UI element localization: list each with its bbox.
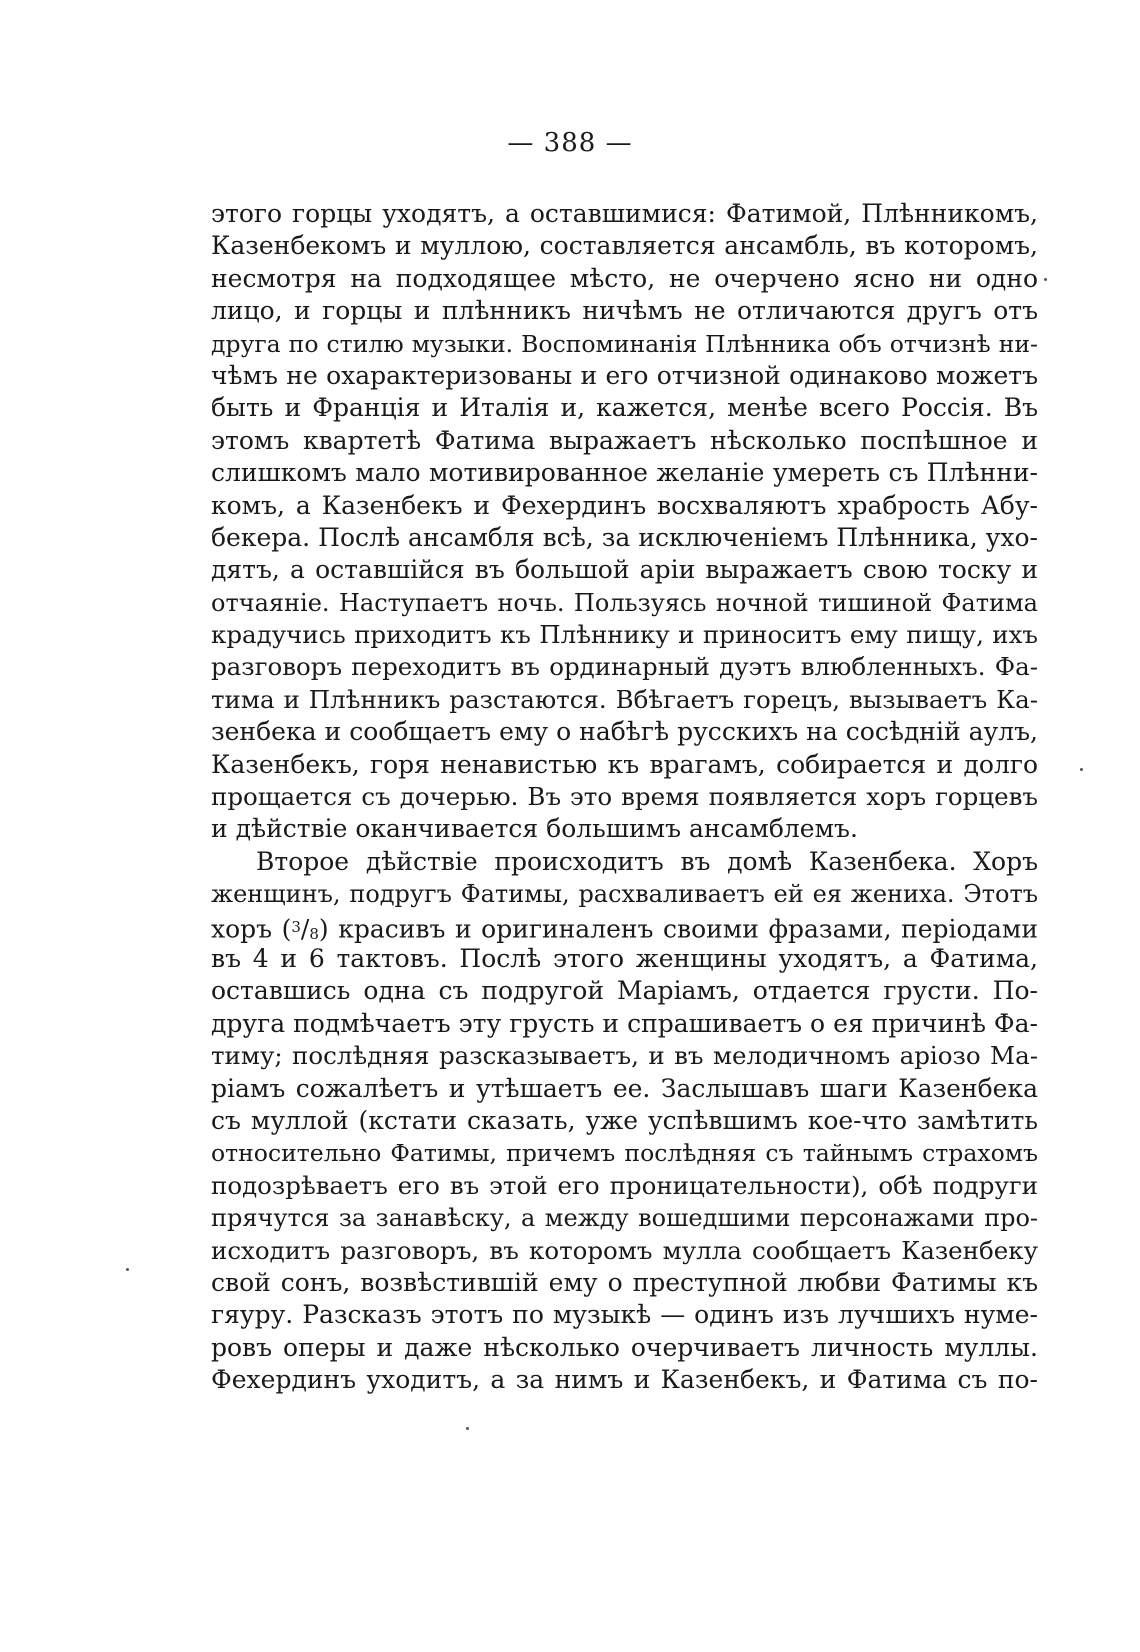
- body-text: [211, 198, 1038, 1396]
- text-line: друга подмѣчаетъ эту грусть и спрашиваетъ о ея причинѣ Фа-: [211, 1008, 1038, 1038]
- print-speck: [1080, 768, 1083, 771]
- time-signature-slash: /: [300, 913, 310, 943]
- print-speck: [126, 1268, 129, 1271]
- print-speck: [1044, 278, 1047, 281]
- text-line: прощается съ дочерью. Въ это время появляется хоръ горцевъ: [211, 782, 1038, 812]
- time-signature-denominator: 8: [309, 924, 319, 943]
- fraction-suffix: ) красивъ и оригиналенъ своими фразами, періодами: [318, 913, 1038, 943]
- text-line: лицо, и горцы и плѣнникъ ничѣмъ не отличаются другъ отъ: [211, 296, 1038, 326]
- text-line: отчаяніе. Наступаетъ ночь. Пользуясь ночной тишиной Фатима: [211, 588, 1038, 617]
- time-signature-numerator: 3: [291, 917, 301, 936]
- paragraph-2: [211, 846, 1038, 1397]
- text-line: Казенбекъ, горя ненавистью къ врагамъ, собирается и долго: [211, 749, 1038, 779]
- text-line: женщинъ, подругъ Фатимы, расхваливаетъ ей ея жениха. Этотъ: [211, 880, 1038, 909]
- text-line: Второе дѣйствіе происходитъ въ домѣ Казенбека. Хоръ: [256, 846, 1038, 876]
- paragraph-1: [211, 198, 1038, 846]
- print-speck: [466, 1427, 469, 1430]
- text-line: въ 4 и 6 тактовъ. Послѣ этого женщины уходятъ, а Фатима,: [211, 943, 1038, 973]
- text-line-with-fraction: [211, 911, 1038, 943]
- text-line: гяуру. Разсказъ этотъ по музыкѣ — одинъ изъ лучшихъ нуме-: [211, 1300, 1038, 1330]
- text-line: бекера. Послѣ ансамбля всѣ, за исключеніемъ Плѣнника, ухо-: [211, 522, 1038, 552]
- page-number: — 388 —: [507, 128, 633, 158]
- text-line: зенбека и сообщаетъ ему о набѣгѣ русскихъ на сосѣдній аулъ,: [211, 717, 1038, 747]
- text-line: относительно Фатимы, причемъ послѣдняя съ тайнымъ страхомъ: [211, 1139, 1038, 1168]
- text-line: подозрѣваетъ его въ этой его проницательности), обѣ подруги: [211, 1170, 1038, 1200]
- text-line: друга по стилю музыки. Воспоминанія Плѣнника объ отчизнѣ ни-: [211, 329, 1038, 358]
- text-line: и дѣйствіе оканчивается большимъ ансамблемъ.: [211, 814, 858, 844]
- text-line: ріамъ сожалѣетъ и утѣшаетъ ее. Заслышавъ шаги Казенбека: [211, 1073, 1038, 1103]
- text-line: дятъ, а оставшійся въ большой аріи выражаетъ свою тоску и: [211, 555, 1038, 585]
- text-line: этого горцы уходятъ, а оставшимися: Фатимой, Плѣнникомъ,: [211, 199, 1038, 228]
- text-line: тиму; послѣдняя разсказываетъ, и въ мелодичномъ аріозо Ма-: [211, 1041, 1038, 1071]
- text-line: чѣмъ не охарактеризованы и его отчизной одинаково можетъ: [211, 360, 1038, 390]
- text-line: съ муллой (кстати сказать, уже успѣвшимъ кое-что замѣтить: [211, 1105, 1038, 1135]
- text-line: несмотря на подходящее мѣсто, не очерчено ясно ни одно: [211, 263, 1038, 293]
- text-line: исходитъ разговоръ, въ которомъ мулла сообщаетъ Казенбеку: [211, 1235, 1038, 1265]
- fraction-prefix: хоръ (: [211, 913, 292, 943]
- text-line: Казенбекомъ и муллою, составляется ансамбль, въ которомъ,: [211, 231, 1038, 261]
- text-line: комъ, а Казенбекъ и Фехердинъ восхваляютъ храбрость Абу-: [211, 490, 1038, 520]
- text-line: разговоръ переходитъ въ ординарный дуэтъ влюбленныхъ. Фа-: [211, 652, 1038, 682]
- text-line: ровъ оперы и даже нѣсколько очерчиваетъ личность муллы.: [211, 1332, 1038, 1362]
- text-line: слишкомъ мало мотивированное желаніе умереть съ Плѣнни-: [211, 458, 1038, 488]
- text-line: этомъ квартетѣ Фатима выражаетъ нѣсколько поспѣшное и: [211, 425, 1038, 455]
- text-line: тима и Плѣнникъ разстаются. Вбѣгаетъ горецъ, вызываетъ Ка-: [211, 684, 1038, 714]
- text-line: Фехердинъ уходитъ, а за нимъ и Казенбекъ, и Фатима съ по-: [211, 1365, 1038, 1395]
- text-line: прячутся за занавѣску, а между вошедшими персонажами про-: [211, 1204, 1038, 1233]
- text-line: быть и Франція и Италія и, кажется, менѣе всего Россія. Въ: [211, 393, 1038, 423]
- text-line: крадучись приходитъ къ Плѣннику и приноситъ ему пищу, ихъ: [211, 620, 1038, 650]
- text-line: свой сонъ, возвѣстившій ему о преступной любви Фатимы къ: [211, 1267, 1038, 1297]
- text-line: оставшись одна съ подругой Маріамъ, отдается грусти. По-: [211, 976, 1038, 1006]
